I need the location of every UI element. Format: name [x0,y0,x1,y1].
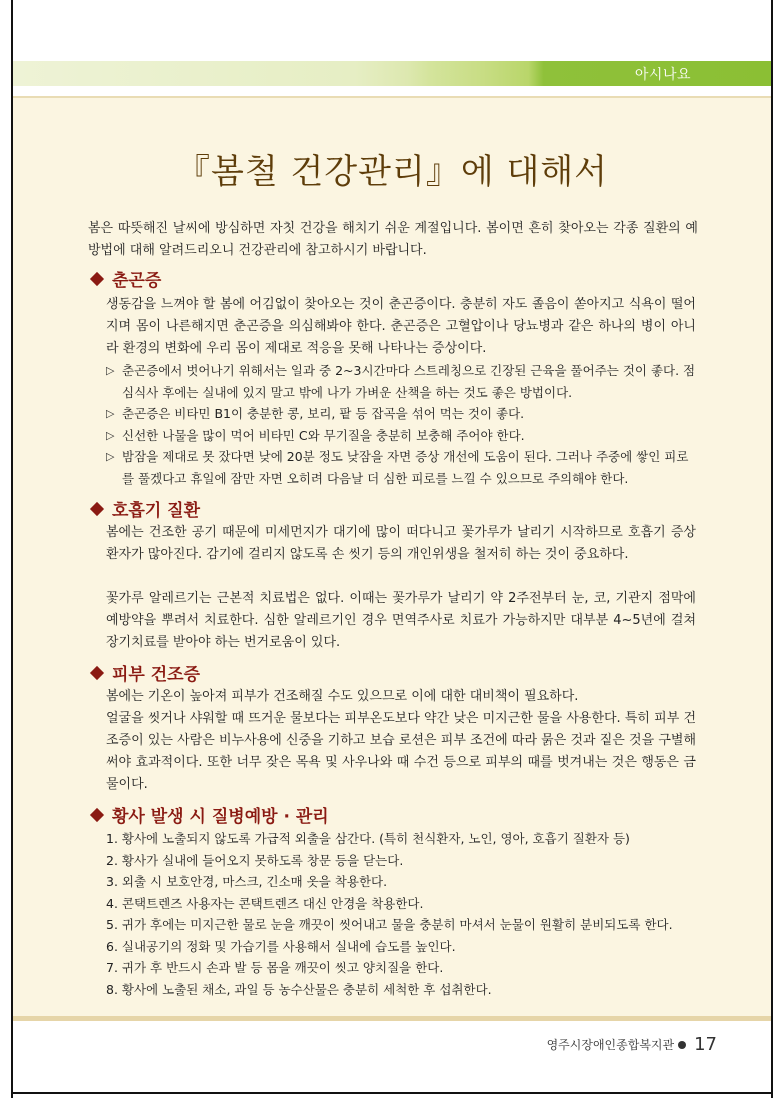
list-item: 8. 황사에 노출된 채소, 과일 등 농수산물은 충분히 세척한 후 섭취한다. [106,981,492,997]
section-heading-text: 춘곤증 [112,271,162,291]
panel-top-rule [13,96,771,98]
intro-paragraph: 봄은 따뜻해진 날씨에 방심하면 자칫 건강을 해치기 쉬운 계절입니다. 봄이면 흔히 찾아오는 각종 질환의 예방법에 대해 알려드리오니 건강관리에 참고하시기 바랍니다. [88,221,698,258]
list-item: 7. 귀가 후 반드시 손과 발 등 몸을 깨끗이 씻고 양치질을 한다. [106,960,444,975]
frame-bottom-border [11,1092,773,1094]
list-item: ▷ 춘곤증은 비타민 B1이 충분한 콩, 보리, 팥 등 잡곡을 섞어 먹는 것이 좋다. [106,403,698,425]
triangle-right-icon: ▷ [106,450,115,463]
section-heading-text: 황사 발생 시 질병예방 · 관리 [112,807,329,827]
section-heading-dry-skin [90,660,200,685]
page-footer [547,1034,717,1055]
list-item: 5. 귀가 후에는 미지근한 물로 눈을 깨끗이 씻어내고 물을 충분히 마셔서 눈물이 원활히 분비되도록 한다. [106,917,673,932]
list-item: 6. 실내공기의 정화 및 가습기를 사용해서 실내에 습도를 높인다. [106,938,456,954]
section-paragraph: 얼굴을 씻거나 샤워할 때 뜨거운 물보다는 피부온도보다 약간 낮은 미지근한 물을 사용한다. 특히 피부 건조증이 있는 사람은 비누사용에 신중을 기하고 보습 로션은 피부 조건에 따라 묽은 것과 짙은 것을 구별해 써야 효과적이다. 또한 너무 잦은 목욕 및 사우나와 때 수건 등으로 피부의 때를 벗겨내는 것은 행동은 금물이다. [106,711,696,792]
frame-right-border [771,0,773,1098]
triangle-right-icon: ▷ [106,364,115,377]
list-item: 2. 황사가 실내에 들어오지 못하도록 창문 등을 닫는다. [106,852,404,868]
header-banner [13,61,771,86]
diamond-icon [90,501,104,515]
section-heading-spring-fatigue [90,266,161,291]
section-heading-text: 피부 건조증 [112,665,201,685]
triangle-right-icon: ▷ [106,407,115,420]
banner-label: 아시나요 [634,67,691,83]
list-item: ▷ 신선한 나물을 많이 먹어 비타민 C와 무기질을 충분히 보충해 주어야 한다. [106,425,698,447]
list-item: 4. 콘택트렌즈 사용자는 콘택트렌즈 대신 안경을 착용한다. [106,895,424,911]
page-number: 17 [694,1034,717,1055]
section-heading-yellow-dust [90,802,329,827]
dot-icon [678,1041,686,1049]
section-heading-respiratory [90,496,200,521]
diamond-icon [90,665,104,679]
footer-org: 영주시장애인종합복지관 [546,1038,675,1052]
section-heading-text: 호흡기 질환 [112,501,201,521]
page-title: 『봄철 건강관리』에 대해서 [175,152,609,192]
list-item: ▷ 춘곤증에서 벗어나기 위해서는 일과 중 2~3시간마다 스트레칭으로 긴장된 근육을 풀어주는 것이 좋다. 점심식사 후에는 실내에 있지 말고 밖에 나가 가벼운 산책을 하는 것도 좋은 방법이다. [106,360,698,403]
list-item: ▷ 밤잠을 제대로 못 잤다면 낮에 20분 정도 낮잠을 자면 증상 개선에 도움이 된다. 그러나 주중에 쌓인 피로를 풀겠다고 휴일에 잠만 자면 오히려 다음날 더 심한 피로를 느낄 수 있으므로 주의해야 한다. [106,446,698,489]
list-item: 1. 황사에 노출되지 않도록 가급적 외출을 삼간다. (특히 천식환자, 노인, 영아, 호흡기 질환자 등) [106,831,630,846]
list-item: 3. 외출 시 보호안경, 마스크, 긴소매 옷을 착용한다. [106,874,388,889]
diamond-icon [90,271,104,285]
section-paragraph: 생동감을 느껴야 할 봄에 어김없이 찾아오는 것이 춘곤증이다. 충분히 자도 졸음이 쏟아지고 식욕이 떨어지며 몸이 나른해지면 춘곤증을 의심해봐야 한다. 춘곤증은 고혈압이나 당뇨병과 같은 하나의 병이 아니라 환경의 변화에 우리 몸이 제대로 적응을 못해 나타나는 증상이다. [106,297,696,356]
numbered-list [106,828,706,1000]
section-paragraph: 봄에는 기온이 높아져 피부가 건조해질 수도 있으므로 이에 대한 대비책이 필요하다. [106,689,579,704]
section-paragraph: 꽃가루 알레르기는 근본적 치료법은 없다. 이때는 꽃가루가 날리기 약 2주전부터 눈, 코, 기관지 점막에 예방약을 뿌려서 치료한다. 심한 알레르기인 경우 면역주사로 치료가 가능하지만 대부분 4~5년에 걸쳐 장기치료를 받아야 하는 번거로움이 있다. [106,591,696,650]
bullet-list [106,360,698,489]
section-paragraph: 봄에는 건조한 공기 때문에 미세먼지가 대기에 많이 떠다니고 꽃가루가 날리기 시작하므로 호흡기 증상 환자가 많아진다. 감기에 걸리지 않도록 손 씻기 등의 개인위생을 철저히 하는 것이 중요하다. [106,525,696,562]
diamond-icon [90,807,104,821]
triangle-right-icon: ▷ [106,428,115,442]
panel-bottom-rule [13,1016,771,1021]
